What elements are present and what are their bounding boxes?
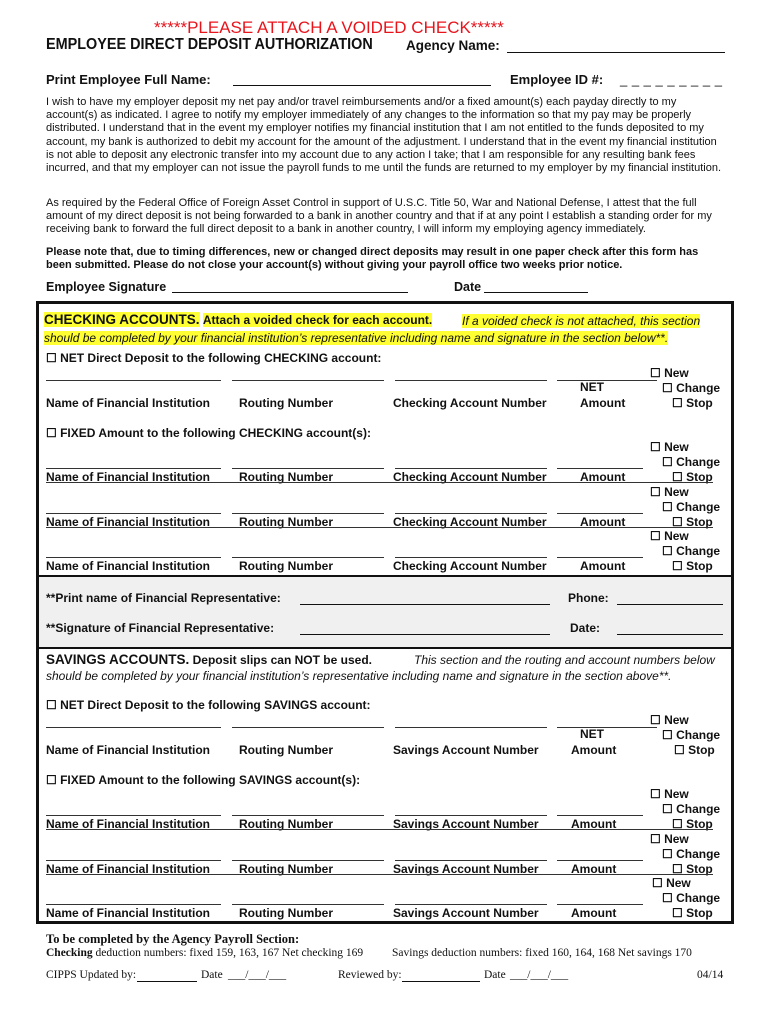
ofac-attestation-paragraph: As required by the Federal Office of Foreign Asset Control in support of U.S.C. Title 50, War and National Defense, I attest that the full amount of my direct deposit is not being forwarded to a bank in another country and that if at any point I establish a standing order for my receiving bank to forward the full direct deposit to a bank in another country, I will inform my employing agency immediately. [46, 197, 712, 236]
savings-net-amount-field[interactable] [557, 727, 657, 728]
account-label: Savings Account Number [393, 862, 539, 876]
stop-checkbox[interactable]: ☐ Stop [672, 470, 713, 484]
savings-fixed-checkbox[interactable]: ☐ FIXED Amount to the following SAVINGS account(s): [46, 773, 361, 787]
routing-field[interactable] [232, 468, 384, 469]
reviewed-by-label: Reviewed by: [338, 969, 402, 981]
routing-field[interactable] [232, 513, 384, 514]
routing-field[interactable] [232, 815, 384, 816]
amount-label: Amount [580, 559, 626, 573]
row-separator [46, 527, 713, 528]
account-field[interactable] [395, 468, 547, 469]
col-account-label: Checking Account Number [393, 396, 547, 410]
form-title: EMPLOYEE DIRECT DEPOSIT AUTHORIZATION [46, 36, 373, 53]
institution-label: Name of Financial Institution [46, 817, 211, 831]
change-checkbox[interactable]: ☐ Change [662, 847, 721, 861]
amount-field[interactable] [557, 468, 643, 469]
new-checkbox[interactable]: ☐ New [650, 485, 689, 499]
routing-label: Routing Number [239, 515, 333, 529]
row-separator [46, 829, 713, 830]
stop-checkbox[interactable]: ☐ Stop [672, 515, 713, 529]
savings-net-new-checkbox[interactable]: ☐ New [650, 713, 689, 727]
checking-net-new-checkbox[interactable]: ☐ New [650, 366, 689, 380]
checking-net-routing-field[interactable] [232, 380, 384, 381]
checking-bold-label: Checking [46, 947, 93, 959]
change-checkbox[interactable]: ☐ Change [662, 802, 721, 816]
routing-label: Routing Number [239, 470, 333, 484]
checking-net-checkbox[interactable]: ☐ NET Direct Deposit to the following CHECKING account: [46, 351, 382, 365]
new-checkbox[interactable]: ☐ New [652, 876, 691, 890]
savings-net-institution-field[interactable] [46, 727, 221, 728]
routing-label: Routing Number [239, 906, 333, 920]
checking-net-label: NET [580, 380, 604, 394]
checking-instruction [44, 313, 716, 347]
row-separator [46, 482, 713, 483]
change-checkbox[interactable]: ☐ Change [662, 891, 721, 905]
new-checkbox[interactable]: ☐ New [650, 529, 689, 543]
institution-field[interactable] [46, 860, 221, 861]
col-routing-label: Routing Number [239, 396, 333, 410]
savings-net-stop-checkbox[interactable]: ☐ Stop [674, 743, 715, 757]
form-version: 04/14 [697, 969, 724, 981]
change-checkbox[interactable]: ☐ Change [662, 455, 721, 469]
col-amount-label: Amount [571, 743, 617, 757]
institution-label: Name of Financial Institution [46, 559, 211, 573]
routing-field[interactable] [232, 860, 384, 861]
employee-id-field[interactable]: _ _ _ _ _ _ _ _ _ [620, 72, 723, 87]
checking-deduction-numbers [46, 947, 363, 959]
account-label: Savings Account Number [393, 906, 539, 920]
employee-id-label: Employee ID #: [510, 72, 604, 87]
stop-checkbox[interactable]: ☐ Stop [672, 906, 713, 920]
account-field[interactable] [395, 904, 547, 905]
checking-net-account-field[interactable] [395, 380, 547, 381]
amount-field[interactable] [557, 557, 643, 558]
account-label: Savings Account Number [393, 817, 539, 831]
account-field[interactable] [395, 860, 547, 861]
financial-representative-section [39, 575, 731, 649]
employee-name-label: Print Employee Full Name: [46, 72, 211, 87]
checking-subheading: Attach a voided check for each account. [202, 313, 433, 327]
rep-date-field[interactable] [617, 621, 723, 635]
account-label: Checking Account Number [393, 470, 547, 484]
reviewed-date-field[interactable]: ___/___/___ [510, 969, 569, 981]
savings-instruction: This section and the routing and account numbers below should be completed by your financial institution’s representative including name and signature in the section above**. [46, 653, 715, 683]
checking-net-change-checkbox[interactable]: ☐ Change [662, 381, 721, 395]
savings-subheading: Deposit slips can NOT be used. [192, 653, 372, 667]
col-amount-label: Amount [580, 396, 626, 410]
amount-label: Amount [571, 906, 617, 920]
account-label: Checking Account Number [393, 559, 547, 573]
checking-net-amount-field[interactable] [557, 380, 657, 381]
rep-signature-field[interactable] [300, 621, 550, 635]
employee-name-field[interactable] [233, 72, 491, 86]
employee-signature-field[interactable] [172, 280, 408, 293]
cipps-date-field[interactable]: ___/___/___ [228, 969, 287, 981]
stop-checkbox[interactable]: ☐ Stop [672, 559, 713, 573]
account-label: Checking Account Number [393, 515, 547, 529]
employee-date-field[interactable] [484, 280, 588, 293]
timing-note-paragraph: Please note that, due to timing differences, new or changed direct deposits may result in one paper check after this form has been submitted. Please do not close your account(s) without giving your payroll office two weeks prior notice. [46, 246, 699, 272]
col-institution-label: Name of Financial Institution [46, 743, 211, 757]
payroll-section-heading: To be completed by the Agency Payroll Section: [46, 932, 300, 946]
account-field[interactable] [395, 513, 547, 514]
cipps-updated-label: CIPPS Updated by: [46, 969, 137, 981]
reviewed-by-field[interactable] [402, 969, 480, 982]
institution-label: Name of Financial Institution [46, 515, 211, 529]
savings-net-change-checkbox[interactable]: ☐ Change [662, 728, 721, 742]
institution-field[interactable] [46, 468, 221, 469]
change-checkbox[interactable]: ☐ Change [662, 500, 721, 514]
col-account-label: Savings Account Number [393, 743, 539, 757]
new-checkbox[interactable]: ☐ New [650, 787, 689, 801]
routing-label: Routing Number [239, 559, 333, 573]
voided-check-banner: *****PLEASE ATTACH A VOIDED CHECK***** [154, 18, 504, 37]
savings-net-account-field[interactable] [395, 727, 547, 728]
cipps-date-label: Date [201, 969, 223, 981]
routing-field[interactable] [232, 557, 384, 558]
stop-checkbox[interactable]: ☐ Stop [672, 817, 713, 831]
agency-name-label: Agency Name: [406, 38, 500, 53]
checking-fixed-checkbox[interactable]: ☐ FIXED Amount to the following CHECKING account(s): [46, 426, 371, 440]
agency-name-field[interactable] [507, 40, 725, 53]
account-field[interactable] [395, 815, 547, 816]
savings-heading: SAVINGS ACCOUNTS. [46, 652, 190, 667]
rep-date-label: Date: [570, 621, 601, 635]
authorization-paragraph: I wish to have my employer deposit my net pay and/or travel reimbursements and/or a fixed amount(s) each payday directly to my account(s) as indicated. I agree to notify my employer immediately of any changes to the information so that my pay may be properly distributed. I understand that in the event my employer notifies my financial institution that I am not entitled to the funds deposited to my account, my bank is authorized to debit my account for the amount of the adjustment. I understand that in the event my financial institution is not able to deposit any electronic transfer into my account due to any action I take; that I am responsible for any resulting bank fees incurred, and that my employer can not issue the payroll funds to me until the funds are returned to my employer by my financial institution. [46, 96, 722, 175]
routing-field[interactable] [232, 904, 384, 905]
rep-phone-field[interactable] [617, 591, 723, 605]
stop-checkbox[interactable]: ☐ Stop [672, 862, 713, 876]
savings-net-routing-field[interactable] [232, 727, 384, 728]
amount-label: Amount [580, 515, 626, 529]
rep-print-name-label: **Print name of Financial Representative: [46, 591, 281, 605]
institution-label: Name of Financial Institution [46, 862, 211, 876]
amount-field[interactable] [557, 815, 643, 816]
savings-deduction-numbers: Savings deduction numbers: fixed 160, 164, 168 Net savings 170 [392, 947, 692, 959]
routing-label: Routing Number [239, 817, 333, 831]
checking-net-institution-field[interactable] [46, 380, 221, 381]
new-checkbox[interactable]: ☐ New [650, 440, 689, 454]
institution-label: Name of Financial Institution [46, 470, 211, 484]
rep-signature-label: **Signature of Financial Representative: [46, 621, 275, 635]
amount-field[interactable] [557, 860, 643, 861]
institution-field[interactable] [46, 513, 221, 514]
employee-date-label: Date [454, 280, 482, 294]
amount-field[interactable] [557, 904, 643, 905]
checking-heading: CHECKING ACCOUNTS. [44, 312, 200, 327]
col-institution-label: Name of Financial Institution [46, 396, 211, 410]
institution-field[interactable] [46, 904, 221, 905]
savings-net-label: NET [580, 727, 604, 741]
rep-print-name-field[interactable] [300, 591, 550, 605]
amount-label: Amount [580, 470, 626, 484]
rep-phone-label: Phone: [568, 591, 609, 605]
reviewed-date-label: Date [484, 969, 506, 981]
row-separator [46, 874, 713, 875]
institution-field[interactable] [46, 815, 221, 816]
amount-field[interactable] [557, 513, 643, 514]
amount-label: Amount [571, 862, 617, 876]
institution-label: Name of Financial Institution [46, 906, 211, 920]
cipps-updated-field[interactable] [137, 969, 197, 982]
institution-field[interactable] [46, 557, 221, 558]
amount-label: Amount [571, 817, 617, 831]
col-routing-label: Routing Number [239, 743, 333, 757]
routing-label: Routing Number [239, 862, 333, 876]
change-checkbox[interactable]: ☐ Change [662, 544, 721, 558]
employee-signature-label: Employee Signature [46, 280, 167, 294]
new-checkbox[interactable]: ☐ New [650, 832, 689, 846]
savings-net-checkbox[interactable]: ☐ NET Direct Deposit to the following SAVINGS account: [46, 698, 371, 712]
checking-deduction-text: deduction numbers: fixed 159, 163, 167 Net checking 169 [92, 947, 364, 959]
checking-net-stop-checkbox[interactable]: ☐ Stop [672, 396, 713, 410]
checking-instruction-text: If a voided check is not attached, this section should be completed by your financial institution’s representative including name and signature in the section below**. [44, 314, 701, 345]
account-field[interactable] [395, 557, 547, 558]
